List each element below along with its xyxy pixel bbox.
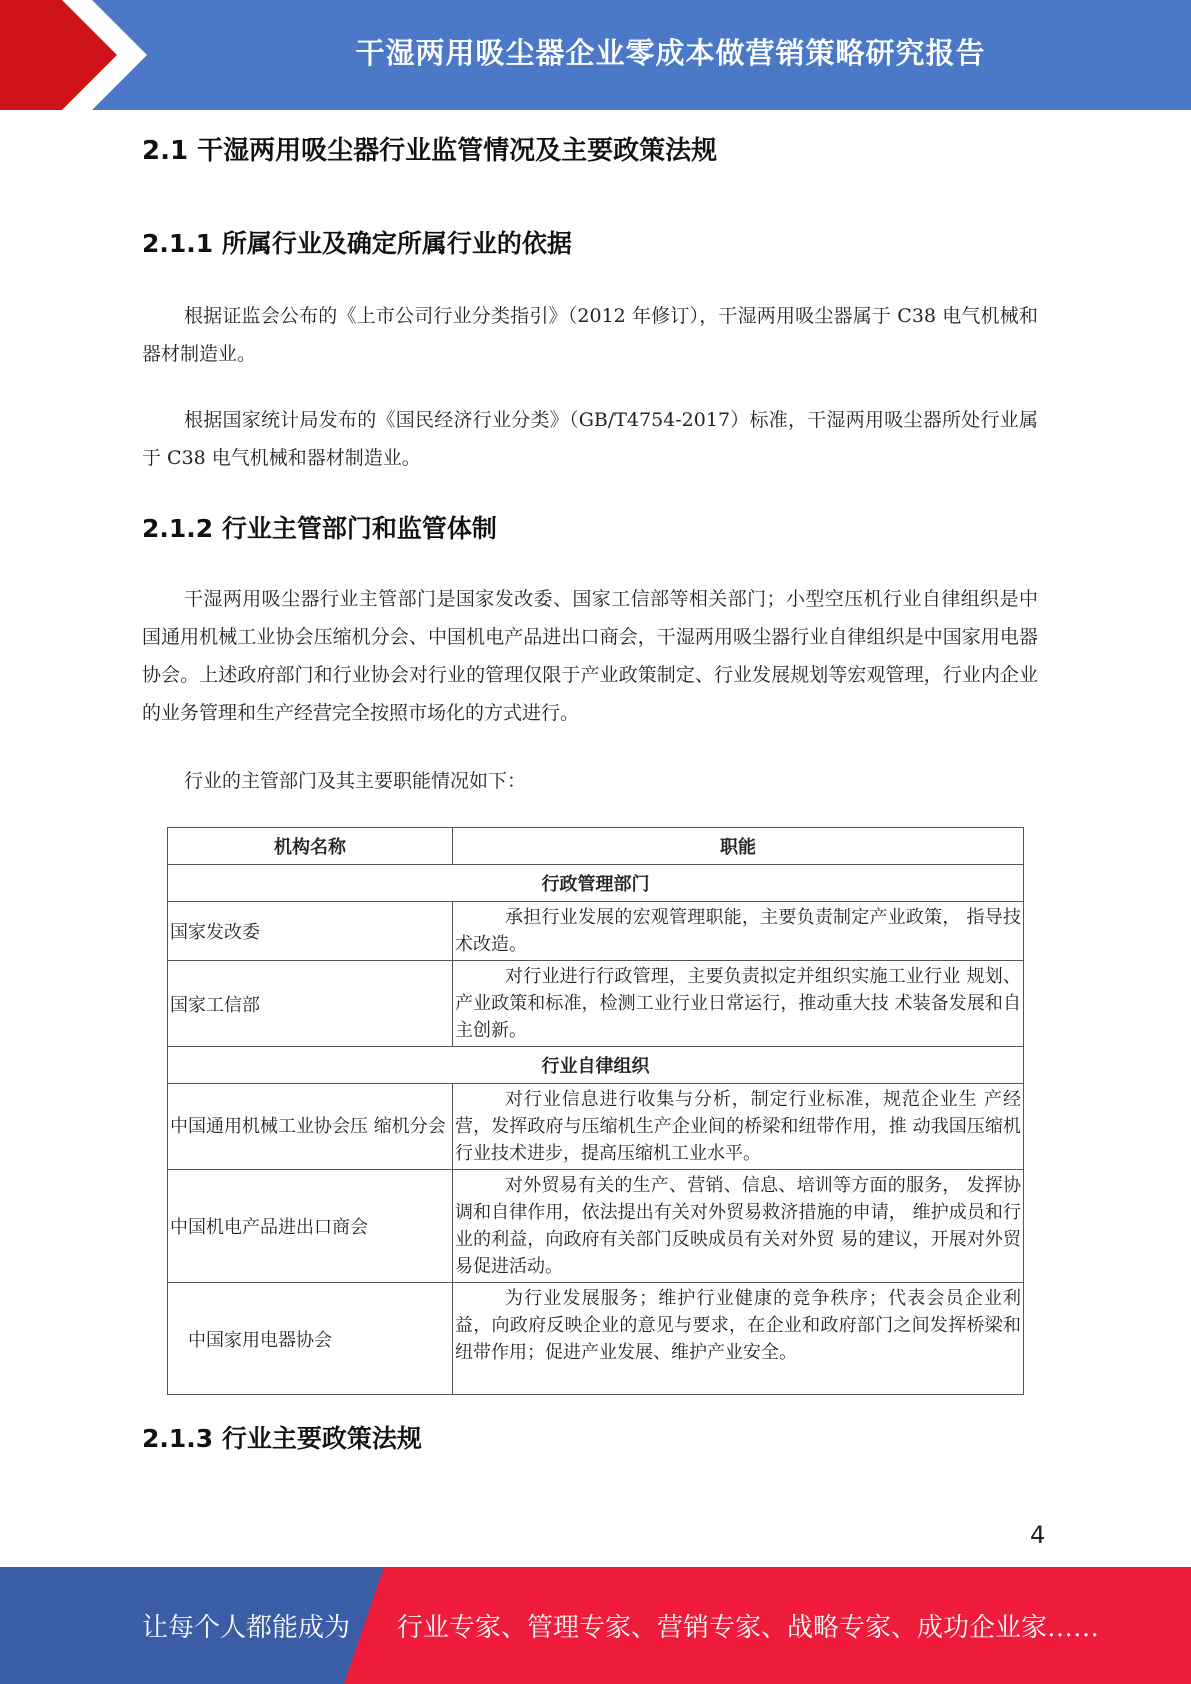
column-header: 机构名称 bbox=[168, 828, 453, 865]
paragraph: 根据证监会公布的《上市公司行业分类指引》（2012 年修订），干湿两用吸尘器属于 C38 电气机械和器材制造业。 bbox=[142, 305, 1038, 365]
table-group-row bbox=[168, 865, 1024, 902]
column-header: 职能 bbox=[453, 828, 1024, 865]
table-header-row bbox=[168, 828, 1024, 865]
agency-name: 中国机电产品进出口商会 bbox=[168, 1170, 453, 1283]
agency-function: 承担行业发展的宏观管理职能，主要负责制定产业政策， 指导技术改造。 bbox=[453, 902, 1024, 961]
page-header bbox=[0, 0, 1191, 110]
report-title: 干湿两用吸尘器企业零成本做营销策略研究报告 bbox=[355, 35, 986, 70]
agency-function: 为行业发展服务；维护行业健康的竞争秩序；代表会员企业利益，向政府反映企业的意见与要求，在企业和政府部门之间发挥桥梁和纽带作用；促进产业发展、维护产业安全。 bbox=[453, 1283, 1024, 1395]
table-row bbox=[168, 961, 1024, 1047]
footer-slogan-left: 让每个人都能成为 bbox=[142, 1613, 351, 1643]
subsection-title-2-1-2: 2.1.2 行业主管部门和监管体制 bbox=[142, 514, 497, 543]
table-row bbox=[168, 1283, 1024, 1395]
group-label: 行业自律组织 bbox=[168, 1047, 1024, 1084]
section-title: 2.1 干湿两用吸尘器行业监管情况及主要政策法规 bbox=[142, 136, 718, 166]
table-row bbox=[168, 1170, 1024, 1283]
agency-name: 国家工信部 bbox=[168, 961, 453, 1047]
table-group-row bbox=[168, 1047, 1024, 1084]
group-label: 行政管理部门 bbox=[168, 865, 1024, 902]
paragraph: 行业的主管部门及其主要职能情况如下： bbox=[184, 770, 527, 792]
footer-slogan-right: 行业专家、管理专家、营销专家、战略专家、成功企业家…… bbox=[397, 1613, 1100, 1643]
paragraph: 根据国家统计局发布的《国民经济行业分类》（GB/T4754-2017）标准，干湿两用吸尘器所处行业属于 C38 电气机械和器材制造业。 bbox=[142, 409, 1038, 469]
page-number: 4 bbox=[1030, 1521, 1046, 1549]
agency-name: 国家发改委 bbox=[168, 902, 453, 961]
agency-function: 对外贸易有关的生产、营销、信息、培训等方面的服务， 发挥协调和自律作用，依法提出有关对外贸易救济措施的申请， 维护成员和行业的利益，向政府有关部门反映成员有关对外贸 易的建议，开展对外贸易促进活动。 bbox=[453, 1170, 1024, 1283]
paragraph: 干湿两用吸尘器行业主管部门是国家发改委、国家工信部等相关部门；小型空压机行业自律组织是中国通用机械工业协会压缩机分会、中国机电产品进出口商会，干湿两用吸尘器行业自律组织是中国家用电器协会。上述政府部门和行业协会对行业的管理仅限于产业政策制定、行业发展规划等宏观管理，行业内企业的业务管理和生产经营完全按照市场化的方式进行。 bbox=[142, 588, 1038, 724]
subsection-title-2-1-1: 2.1.1 所属行业及确定所属行业的依据 bbox=[142, 229, 572, 258]
table-row bbox=[168, 1084, 1024, 1170]
agency-name: 中国家用电器协会 bbox=[168, 1283, 453, 1395]
header-arrow-decoration bbox=[0, 0, 160, 110]
agency-function: 对行业信息进行收集与分析，制定行业标准，规范企业生 产经营，发挥政府与压缩机生产企业间的桥梁和纽带作用，推 动我国压缩机行业技术进步，提高压缩机工业水平。 bbox=[453, 1084, 1024, 1170]
page-footer bbox=[0, 1567, 1191, 1684]
subsection-title-2-1-3: 2.1.3 行业主要政策法规 bbox=[142, 1424, 422, 1453]
agency-name: 中国通用机械工业协会压 缩机分会 bbox=[168, 1084, 453, 1170]
authority-table bbox=[167, 827, 1024, 1395]
agency-function: 对行业进行行政管理，主要负责拟定并组织实施工业行业 规划、产业政策和标准，检测工业行业日常运行，推动重大技 术装备发展和自主创新。 bbox=[453, 961, 1024, 1047]
table-row bbox=[168, 902, 1024, 961]
